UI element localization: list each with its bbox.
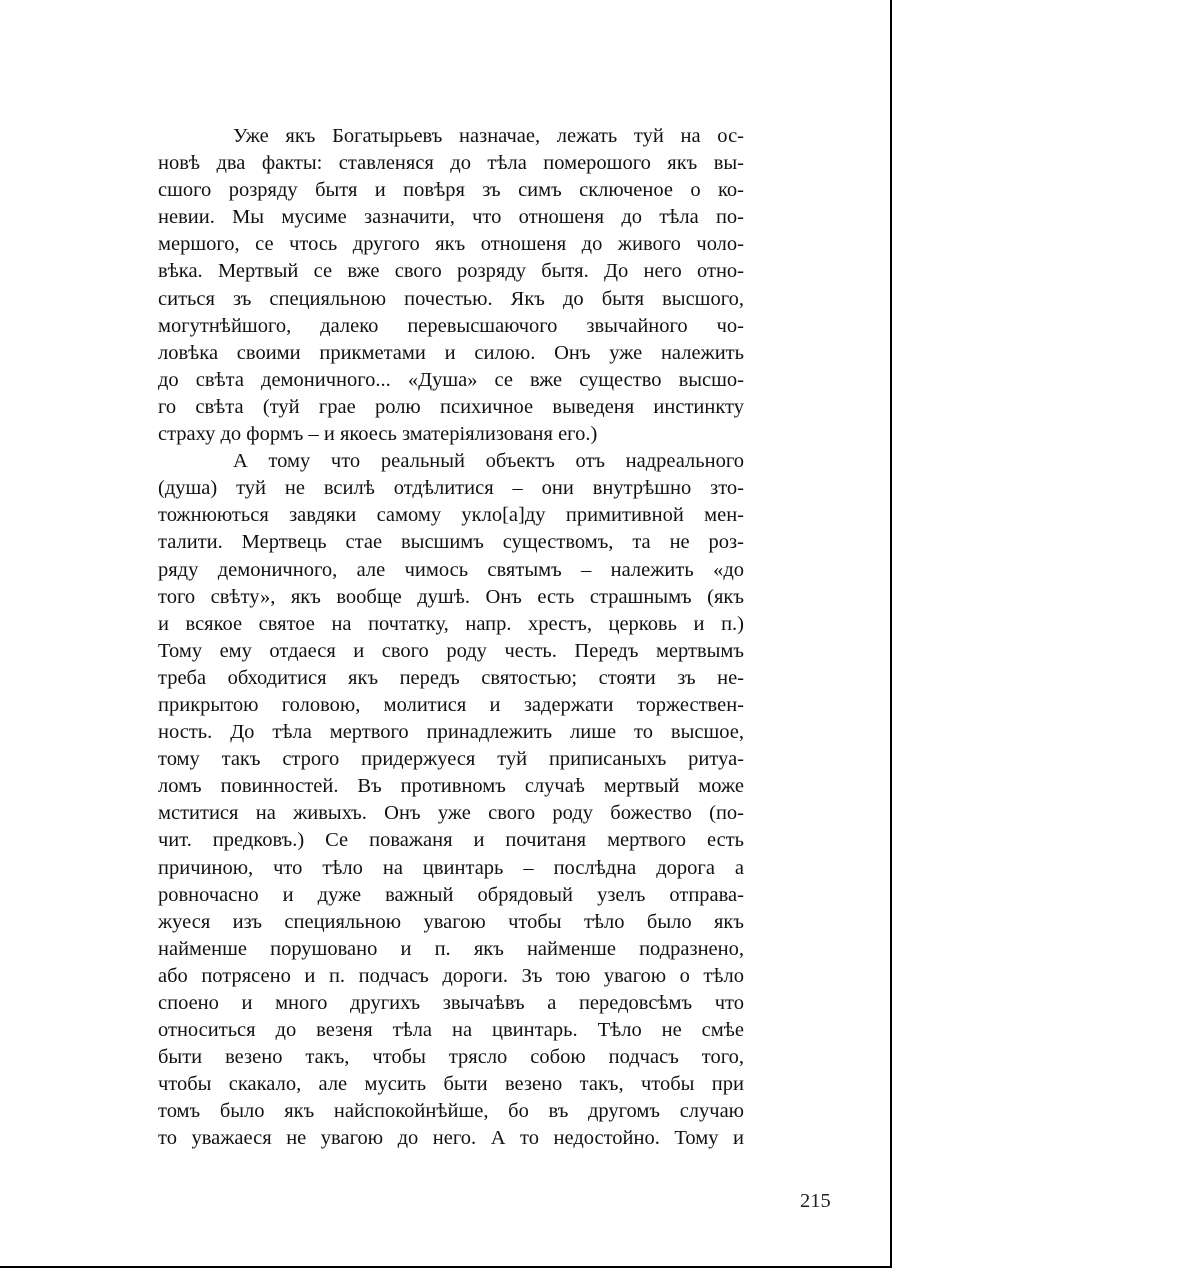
text-line: мститися на живыхъ. Онъ уже свого роду божество (по- [158,802,744,825]
text-line: страху до формъ – и якоесь зматеріялизованя его.) [158,423,598,446]
text-line: и всякое святое на почтатку, напр. хрестъ, церковь и п.) [158,612,744,635]
text-line: ситься зъ специяльною почестью. Якъ до бытя высшого, [158,287,744,310]
text-line: то уважаеся не увагою до него. А то недостойно. Тому и [158,1127,744,1150]
text-line: новѣ два факты: ставленяся до тѣла померошого якъ вы- [158,152,744,175]
text-line: ровночасно и дуже важный обрядовый узелъ отправа- [158,883,744,906]
text-line: вѣка. Мертвый се вже свого розряду бытя. До него отно- [158,260,744,283]
text-line: треба обходитися якъ передъ святостью; стояти зъ не- [158,666,744,689]
text-line: чтобы скакало, але мусить быти везено такъ, чтобы при [158,1073,744,1096]
text-line: томъ было якъ найспокойнѣйше, бо въ другомъ случаю [158,1100,744,1123]
text-line: тожнюються завдяки самому укло[а]ду примитивной мен- [158,504,744,527]
text-line: до свѣта демоничного... «Душа» се вже существо высшо- [158,368,744,391]
text-line: найменше порушовано и п. якъ найменше подразнено, [158,937,744,960]
paragraph [158,448,744,1152]
text-line: (душа) туй не всилѣ отдѣлитися – они внутрѣшно зто- [158,477,744,500]
text-line: А тому что реальный объектъ отъ надреального [233,450,744,473]
text-line: сшого розряду бытя и повѣря зъ симъ сключеное о ко- [158,179,744,202]
text-line: относиться до везеня тѣла на цвинтарь. Тѣло не смѣе [158,1019,744,1042]
text-line: мершого, се чтось другого якъ отношеня до живого чоло- [158,233,744,256]
text-line: ность. До тѣла мертвого принадлежить лише то высшое, [158,721,744,744]
text-line: быти везено такъ, чтобы трясло собою подчасъ того, [158,1046,744,1069]
text-line: могутнѣйшого, далеко перевысшаючого звычайного чо- [158,314,744,337]
text-line: ряду демоничного, але чимось святымъ – належить «до [158,558,744,581]
text-line: або потрясено и п. подчасъ дороги. Зъ тою увагою о тѣло [158,964,744,987]
text-line: Уже якъ Богатырьевъ назначае, лежать туй на ос- [233,125,744,147]
text-line: того свѣту», якъ вообще душѣ. Онъ есть страшнымъ (якъ [158,585,744,608]
text-line: невии. Мы мусиме зазначити, что отношеня до тѣла по- [158,206,744,229]
page-number: 215 [800,1190,831,1212]
text-line: тому такъ строго придержуеся туй приписаныхъ ритуа- [158,748,744,771]
text-line: ломъ повинностей. Въ противномъ случаѣ мертвый може [158,775,744,798]
text-line: талити. Мертвець стае высшимъ существомъ, та не роз- [158,531,744,554]
text-line: жуеся изъ специяльною увагою чтобы тѣло было якъ [158,910,744,933]
text-line: ловѣка своими прикметами и силою. Онъ уже належить [158,341,744,364]
text-line: прикрытою головою, молитися и задержати торжествен- [158,693,744,716]
text-line: причиною, что тѣло на цвинтарь – послѣдна дорога а [158,856,744,879]
text-line: го свѣта (туй грае ролю психичное выведеня инстинкту [158,395,744,418]
body-text [158,123,744,1153]
text-line: чит. предковъ.) Се поважаня и почитаня мертвого есть [158,829,744,852]
text-line: споено и много другихъ звычаѣвъ а передовсѣмъ что [158,992,744,1014]
paragraph [158,123,744,448]
text-line: Тому ему отдаеся и свого роду честь. Передъ мертвымъ [158,639,744,662]
